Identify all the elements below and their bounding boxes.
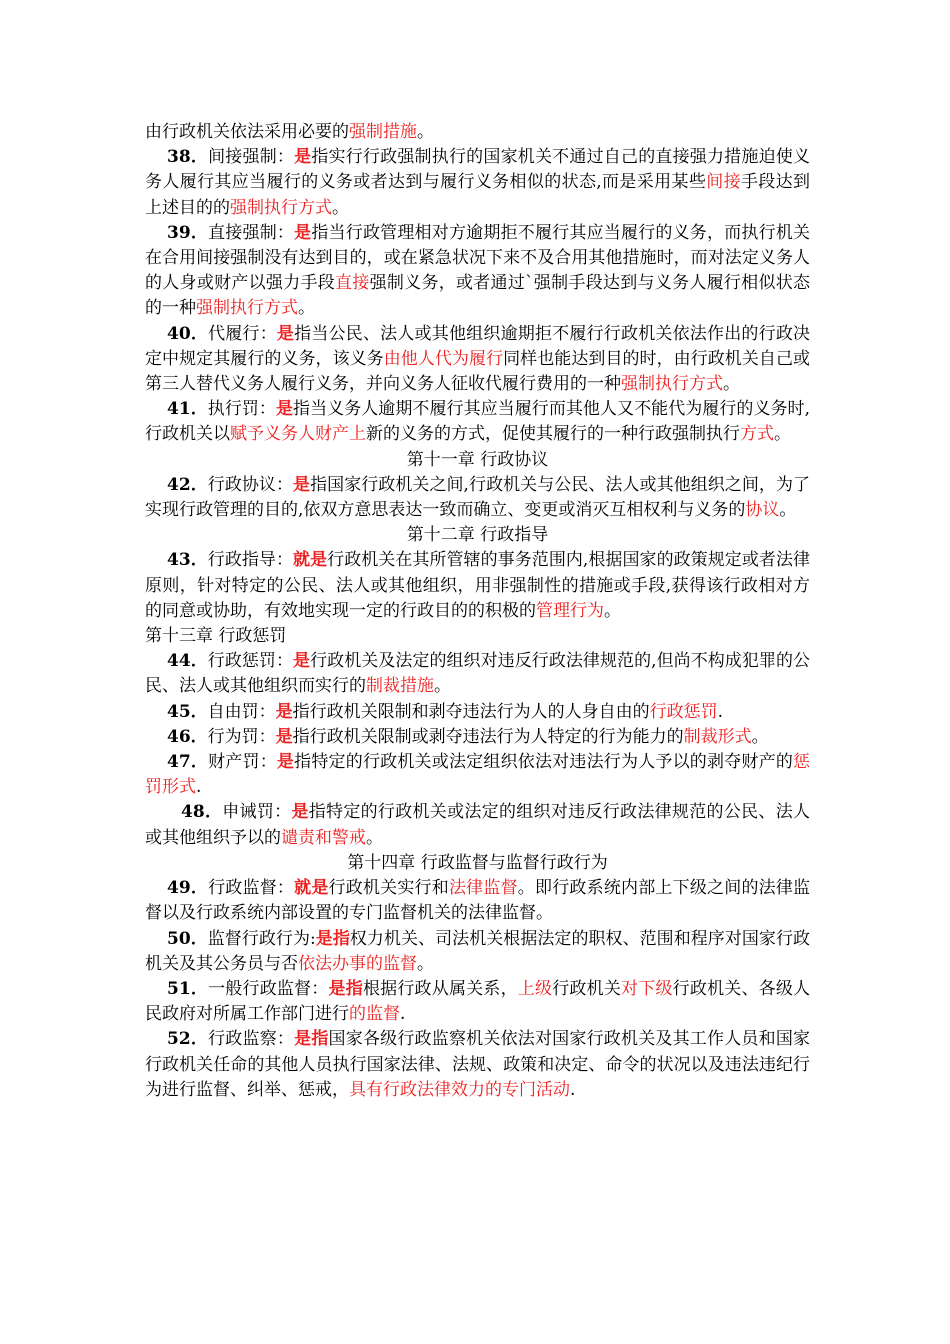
text-run: 。 xyxy=(751,726,769,747)
text-run: 行政协议： xyxy=(207,474,294,495)
chapter-heading xyxy=(145,851,810,876)
highlight-term: 强制执行方式 xyxy=(621,374,723,395)
highlight-keyword: 是指 xyxy=(294,1029,329,1050)
definition-item-42 xyxy=(145,473,810,523)
text-run: 根据行政从属关系， xyxy=(362,978,518,999)
text-run: 申诫罚： xyxy=(222,802,292,823)
highlight-keyword: 是 xyxy=(276,752,295,773)
text-run: 自由罚： xyxy=(207,701,276,722)
text-run: 指当行政管理相对方逾期拒不履行其应当履行的义务，而执行机关在合用间接强制没有达到目的，或在紧急状况下来不及合用其他措施时，而对法定义务人的人身或财产以强力手段 xyxy=(145,222,811,294)
definition-item-45 xyxy=(145,700,810,725)
highlight-keyword: 是 xyxy=(275,701,293,722)
text-run: 指国家行政机关之间,行政机关与公民、法人或其他组织之间，为了实现行政管理的目的,依双方意思表达一致而确立、变更或消灭互相权利与义务的 xyxy=(145,474,811,521)
text-run: 行为罚： xyxy=(207,726,276,747)
text-run: 监督行政行为: xyxy=(207,928,316,949)
definition-item-44 xyxy=(145,649,810,699)
highlight-keyword: 是指 xyxy=(328,978,363,999)
text-run: 第十三章 行政惩罚 xyxy=(145,626,287,647)
highlight-keyword: 是 xyxy=(294,147,312,168)
highlight-term: 谴责和警戒 xyxy=(281,827,366,848)
definition-item-51 xyxy=(145,977,810,1027)
text-run: 国家各级行政监察机关依法对国家行政机关及其工作人员和国家行政机关任命的其他人员执行国家法律、法规、政策和决定、命令的状况以及违法违纪行为进行监督、纠举、惩戒， xyxy=(145,1029,811,1100)
item-number: 39． xyxy=(167,222,209,243)
highlight-keyword: 就是 xyxy=(294,878,329,899)
definition-item-48 xyxy=(145,800,810,850)
text-run: 指实行行政强制执行的国家机关不通过自己的直接强力措施迫使义务人履行其应当履行的义务或者达到与履行义务相似的状态,而是采用某些 xyxy=(145,147,811,193)
text-run: 。 xyxy=(417,122,434,142)
text-run: 执行罚： xyxy=(207,399,276,420)
item-number: 40． xyxy=(167,323,209,344)
item-number: 46． xyxy=(167,726,208,747)
definition-item-49 xyxy=(145,876,810,926)
text-run: 强制义务，或者通过`强制手段达到与义务人履行相似状态的一种 xyxy=(145,273,811,319)
definition-item-47 xyxy=(145,750,810,800)
text-run: 间接强制： xyxy=(208,147,295,168)
text-run: 第十四章 行政监督与监督行政行为 xyxy=(347,852,608,873)
item-number: 43． xyxy=(167,550,208,571)
text-run: 行政机关在其所管辖的事务范围内,根据国家的政策规定或者法律原则，针对特定的公民、法人或其他组织，用非强制性的措施或手段,获得该行政相对方的同意或协助，有效地实现一定的行政目的的积极的 xyxy=(145,550,810,621)
text-run: 。 xyxy=(298,298,315,319)
highlight-term: 强制执行方式 xyxy=(196,298,298,319)
highlight-term: 管理行为 xyxy=(536,600,604,621)
text-run: 第十一章 行政协议 xyxy=(406,449,549,470)
text-run: 。 xyxy=(366,827,383,848)
text-run: . xyxy=(400,1004,406,1025)
highlight-keyword: 是 xyxy=(291,802,309,823)
highlight-keyword: 是 xyxy=(275,726,293,747)
definition-item-41 xyxy=(145,397,810,447)
highlight-term: 对下级 xyxy=(621,978,673,999)
text-run: 行政机关及法定的组织对违反行政法律规范的,但尚不构成犯罪的公民、法人或其他组织而实行的 xyxy=(145,651,811,697)
text-run: 一般行政监督： xyxy=(208,978,329,999)
text-run: 指当公民、法人或其他组织逾期拒不履行行政机关依法作出的行政决定中规定其履行的义务，该义务 xyxy=(145,323,811,369)
text-run: . xyxy=(717,701,724,722)
text-run: . xyxy=(570,1079,576,1100)
text-run: 指行政机关限制和剥夺违法行为人的人身自由的 xyxy=(292,701,650,722)
highlight-term: 间接 xyxy=(706,172,741,193)
text-run: 新的义务的方式，促使其履行的一种行政强制执行 xyxy=(366,424,740,445)
highlight-term: 的监督 xyxy=(349,1004,400,1025)
text-run: 指特定的行政机关或法定组织依法对违法行为人予以的剥夺财产的 xyxy=(294,752,794,773)
text-run: 代履行： xyxy=(208,323,277,344)
item-number: 51． xyxy=(167,978,209,999)
chapter-heading xyxy=(145,448,810,473)
text-run: 由行政机关依法采用必要的 xyxy=(145,122,349,142)
item-number: 44． xyxy=(167,651,208,672)
text-run: 财产罚： xyxy=(208,752,277,773)
highlight-term: 方式 xyxy=(740,424,774,445)
text-run: 第十二章 行政指导 xyxy=(406,525,549,546)
highlight-keyword: 是 xyxy=(293,474,311,495)
highlight-keyword: 是指 xyxy=(315,928,350,949)
highlight-term: 赋予义务人财产上 xyxy=(230,424,366,445)
definition-item-46 xyxy=(145,725,810,750)
text-run: 。 xyxy=(434,676,451,697)
text-run: 行政机关 xyxy=(552,978,622,999)
item-number: 45． xyxy=(167,701,208,722)
definition-item-52 xyxy=(145,1027,810,1103)
highlight-term: 法律监督 xyxy=(448,878,518,899)
item-number: 47． xyxy=(167,752,209,773)
definition-item-50 xyxy=(145,927,810,977)
item-number: 48． xyxy=(181,802,223,823)
highlight-term: 上级 xyxy=(517,978,553,999)
highlight-term: 协议 xyxy=(745,500,780,521)
text-run: 指行政机关限制或剥夺违法行为人特定的行为能力的 xyxy=(292,726,684,747)
text-run: 指特定的行政机关或法定的组织对违反行政法律规范的公民、法人或其他组织予以的 xyxy=(145,802,810,848)
chapter-heading xyxy=(145,624,810,649)
text-run: 。即行政系统内部上下级之间的法律监督以及行政系统内部设置的专门监督机关的法律监督。 xyxy=(145,878,811,924)
text-run: 同样也能达到目的时，由行政机关自己或第三人替代义务人履行义务，并向义务人征收代履行费用的一种 xyxy=(145,348,811,395)
highlight-keyword: 是 xyxy=(276,323,295,344)
item-number: 50． xyxy=(167,928,208,949)
definition-item-39 xyxy=(145,221,810,322)
text-run: . xyxy=(196,777,202,798)
highlight-term: 直接 xyxy=(335,273,370,294)
definition-item-43 xyxy=(145,548,810,624)
item-number: 52． xyxy=(167,1029,209,1050)
text-run: 。 xyxy=(604,600,621,621)
text-run: 行政惩罚： xyxy=(207,651,294,672)
text-run: 指当义务人逾期不履行其应当履行而其他人又不能代为履行的义务时,行政机关以 xyxy=(145,399,811,445)
text-run: 行政机关、各级人民政府对所属工作部门进行 xyxy=(145,978,811,1025)
text-run: 。 xyxy=(417,953,434,974)
highlight-keyword: 是 xyxy=(293,651,311,672)
highlight-keyword: 就是 xyxy=(293,550,328,571)
chapter-heading xyxy=(145,523,810,548)
highlight-term: 行政惩罚 xyxy=(649,701,718,722)
highlight-term: 依法办事的监督 xyxy=(298,953,417,974)
text-run: 手段达到上述目的的 xyxy=(145,172,811,218)
highlight-keyword: 是 xyxy=(275,399,294,420)
text-run: 权力机关、司法机关根据法定的职权、范围和程序对国家行政机关及其公务员与否 xyxy=(145,928,811,974)
item-number: 41． xyxy=(167,399,208,420)
definition-item-38 xyxy=(145,145,810,221)
text-run: 。 xyxy=(774,424,791,445)
text-run: 行政机关实行和 xyxy=(328,878,449,899)
definition-item-40 xyxy=(145,322,810,398)
text-run: 行政指导： xyxy=(207,550,294,571)
highlight-term: 强制执行方式 xyxy=(230,197,332,218)
text-run: 。 xyxy=(779,500,797,521)
text-run: 。 xyxy=(723,374,740,395)
highlight-keyword: 是 xyxy=(294,222,312,243)
highlight-term: 制裁形式 xyxy=(683,726,752,747)
item-number: 38． xyxy=(167,147,209,168)
highlight-term: 惩罚形式 xyxy=(145,752,811,798)
highlight-term: 制裁措施 xyxy=(366,676,434,697)
highlight-term: 强制措施 xyxy=(349,122,417,142)
item-number: 42． xyxy=(167,474,208,495)
continued-paragraph xyxy=(145,120,810,145)
item-number: 49． xyxy=(167,878,209,899)
highlight-term: 由他人代为履行 xyxy=(383,348,504,369)
highlight-term: 具有行政法律效力的专门活动 xyxy=(349,1079,570,1100)
text-run: 。 xyxy=(332,197,349,218)
text-run: 行政监察： xyxy=(208,1029,295,1050)
text-run: 直接强制： xyxy=(208,222,295,243)
text-run: 行政监督： xyxy=(208,878,295,899)
